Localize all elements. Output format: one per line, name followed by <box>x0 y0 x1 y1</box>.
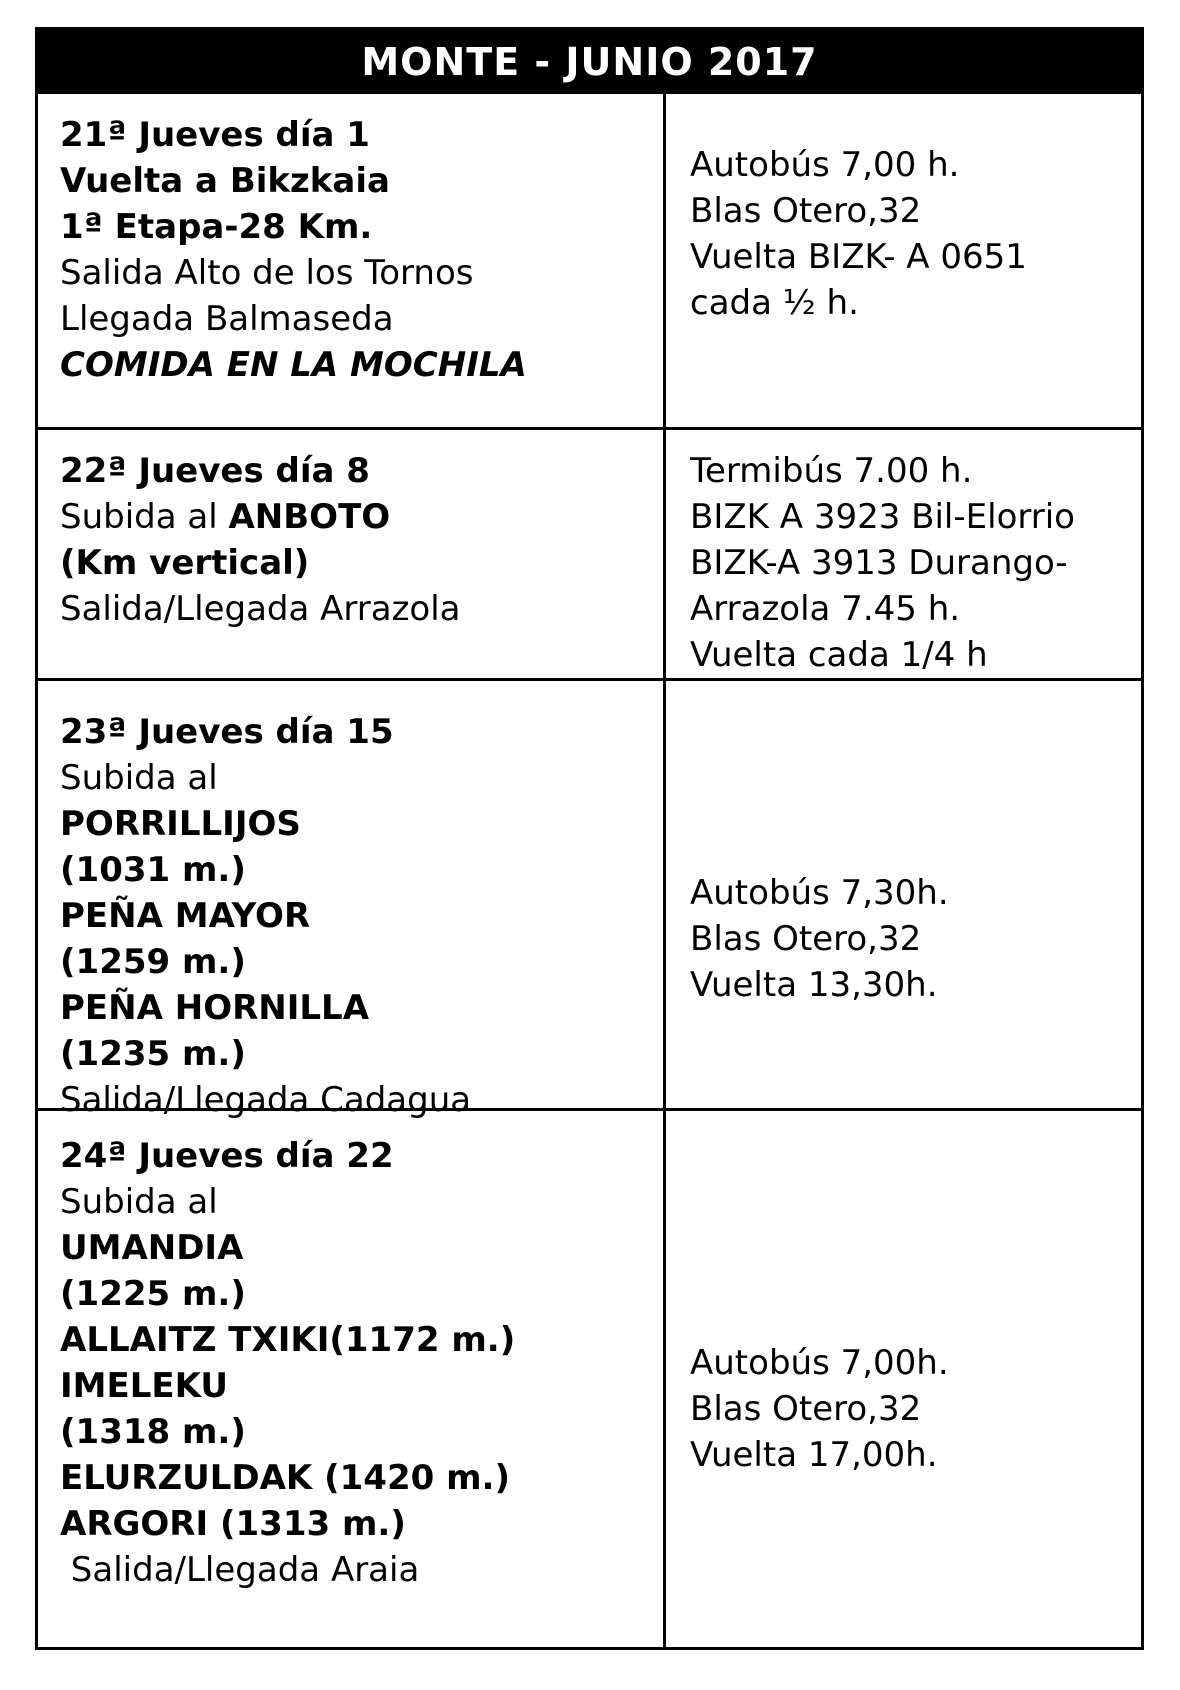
row-3-transport <box>690 870 1140 1008</box>
route-peak-name: ANBOTO <box>228 497 391 537</box>
route-subtitle-prefix: Subida al <box>60 497 229 537</box>
row-3-description <box>60 709 660 1123</box>
route-peak-altitude: (1031 m.) <box>60 850 246 890</box>
route-detail: (Km vertical) <box>60 543 310 583</box>
transport-line: Blas Otero,32 <box>690 1389 922 1429</box>
table-title: MONTE - JUNIO 2017 <box>38 30 1141 94</box>
row-1-description <box>60 112 660 388</box>
transport-line: Vuelta 13,30h. <box>690 965 938 1005</box>
route-stage: 1ª Etapa-28 Km. <box>60 207 373 247</box>
transport-line: Arrazola 7.45 h. <box>690 589 961 629</box>
route-start-finish: Salida/Llegada Arrazola <box>60 589 461 629</box>
schedule-table <box>35 27 1144 1650</box>
transport-line: Vuelta cada 1/4 h <box>690 635 988 675</box>
transport-line: Vuelta 17,00h. <box>690 1435 938 1475</box>
transport-line: Blas Otero,32 <box>690 919 922 959</box>
transport-line: cada ½ h. <box>690 283 859 323</box>
route-title: 22ª Jueves día 8 <box>60 451 370 491</box>
route-subtitle: Subida al <box>60 758 218 798</box>
row-2-description <box>60 448 660 632</box>
row-divider <box>38 427 1141 430</box>
route-peak: ELURZULDAK (1420 m.) <box>60 1458 511 1498</box>
route-peak: ALLAITZ TXIKI(1172 m.) <box>60 1320 516 1360</box>
transport-line: Termibús 7.00 h. <box>690 451 973 491</box>
route-note: COMIDA EN LA MOCHILA <box>60 345 527 385</box>
row-divider <box>38 678 1141 681</box>
transport-line: BIZK-A 3913 Durango- <box>690 543 1068 583</box>
route-subtitle: Subida al <box>60 1182 218 1222</box>
row-4-transport <box>690 1340 1140 1478</box>
column-divider <box>663 94 666 1647</box>
route-start: Salida Alto de los Tornos <box>60 253 474 293</box>
transport-line: Vuelta BIZK- A 0651 <box>690 237 1027 277</box>
route-finish: Llegada Balmaseda <box>60 299 394 339</box>
transport-line: Autobús 7,00 h. <box>690 145 960 185</box>
route-peak-altitude: (1235 m.) <box>60 1034 246 1074</box>
transport-line: Autobús 7,00h. <box>690 1343 949 1383</box>
route-title: 24ª Jueves día 22 <box>60 1136 394 1176</box>
route-peak: UMANDIA <box>60 1228 244 1268</box>
route-subtitle: Vuelta a Bikzkaia <box>60 161 390 201</box>
route-peak-altitude: (1318 m.) <box>60 1412 246 1452</box>
route-title: 23ª Jueves día 15 <box>60 712 394 752</box>
route-peak: PEÑA MAYOR <box>60 896 311 936</box>
route-peak: PEÑA HORNILLA <box>60 988 370 1028</box>
route-peak-altitude: (1225 m.) <box>60 1274 246 1314</box>
route-peak-altitude: (1259 m.) <box>60 942 246 982</box>
route-peak: ARGORI (1313 m.) <box>60 1504 406 1544</box>
row-1-transport <box>690 142 1140 326</box>
transport-line: BIZK A 3923 Bil-Elorrio <box>690 497 1075 537</box>
route-title: 21ª Jueves día 1 <box>60 115 370 155</box>
transport-line: Blas Otero,32 <box>690 191 922 231</box>
transport-line: Autobús 7,30h. <box>690 873 949 913</box>
row-4-description <box>60 1133 660 1593</box>
route-subtitle <box>60 494 660 540</box>
route-start-finish: Salida/Llegada Cadagua <box>60 1080 472 1120</box>
row-2-transport <box>690 448 1140 678</box>
route-start-finish: Salida/Llegada Araia <box>60 1550 420 1590</box>
route-peak: PORRILLIJOS <box>60 804 301 844</box>
route-peak: IMELEKU <box>60 1366 228 1406</box>
